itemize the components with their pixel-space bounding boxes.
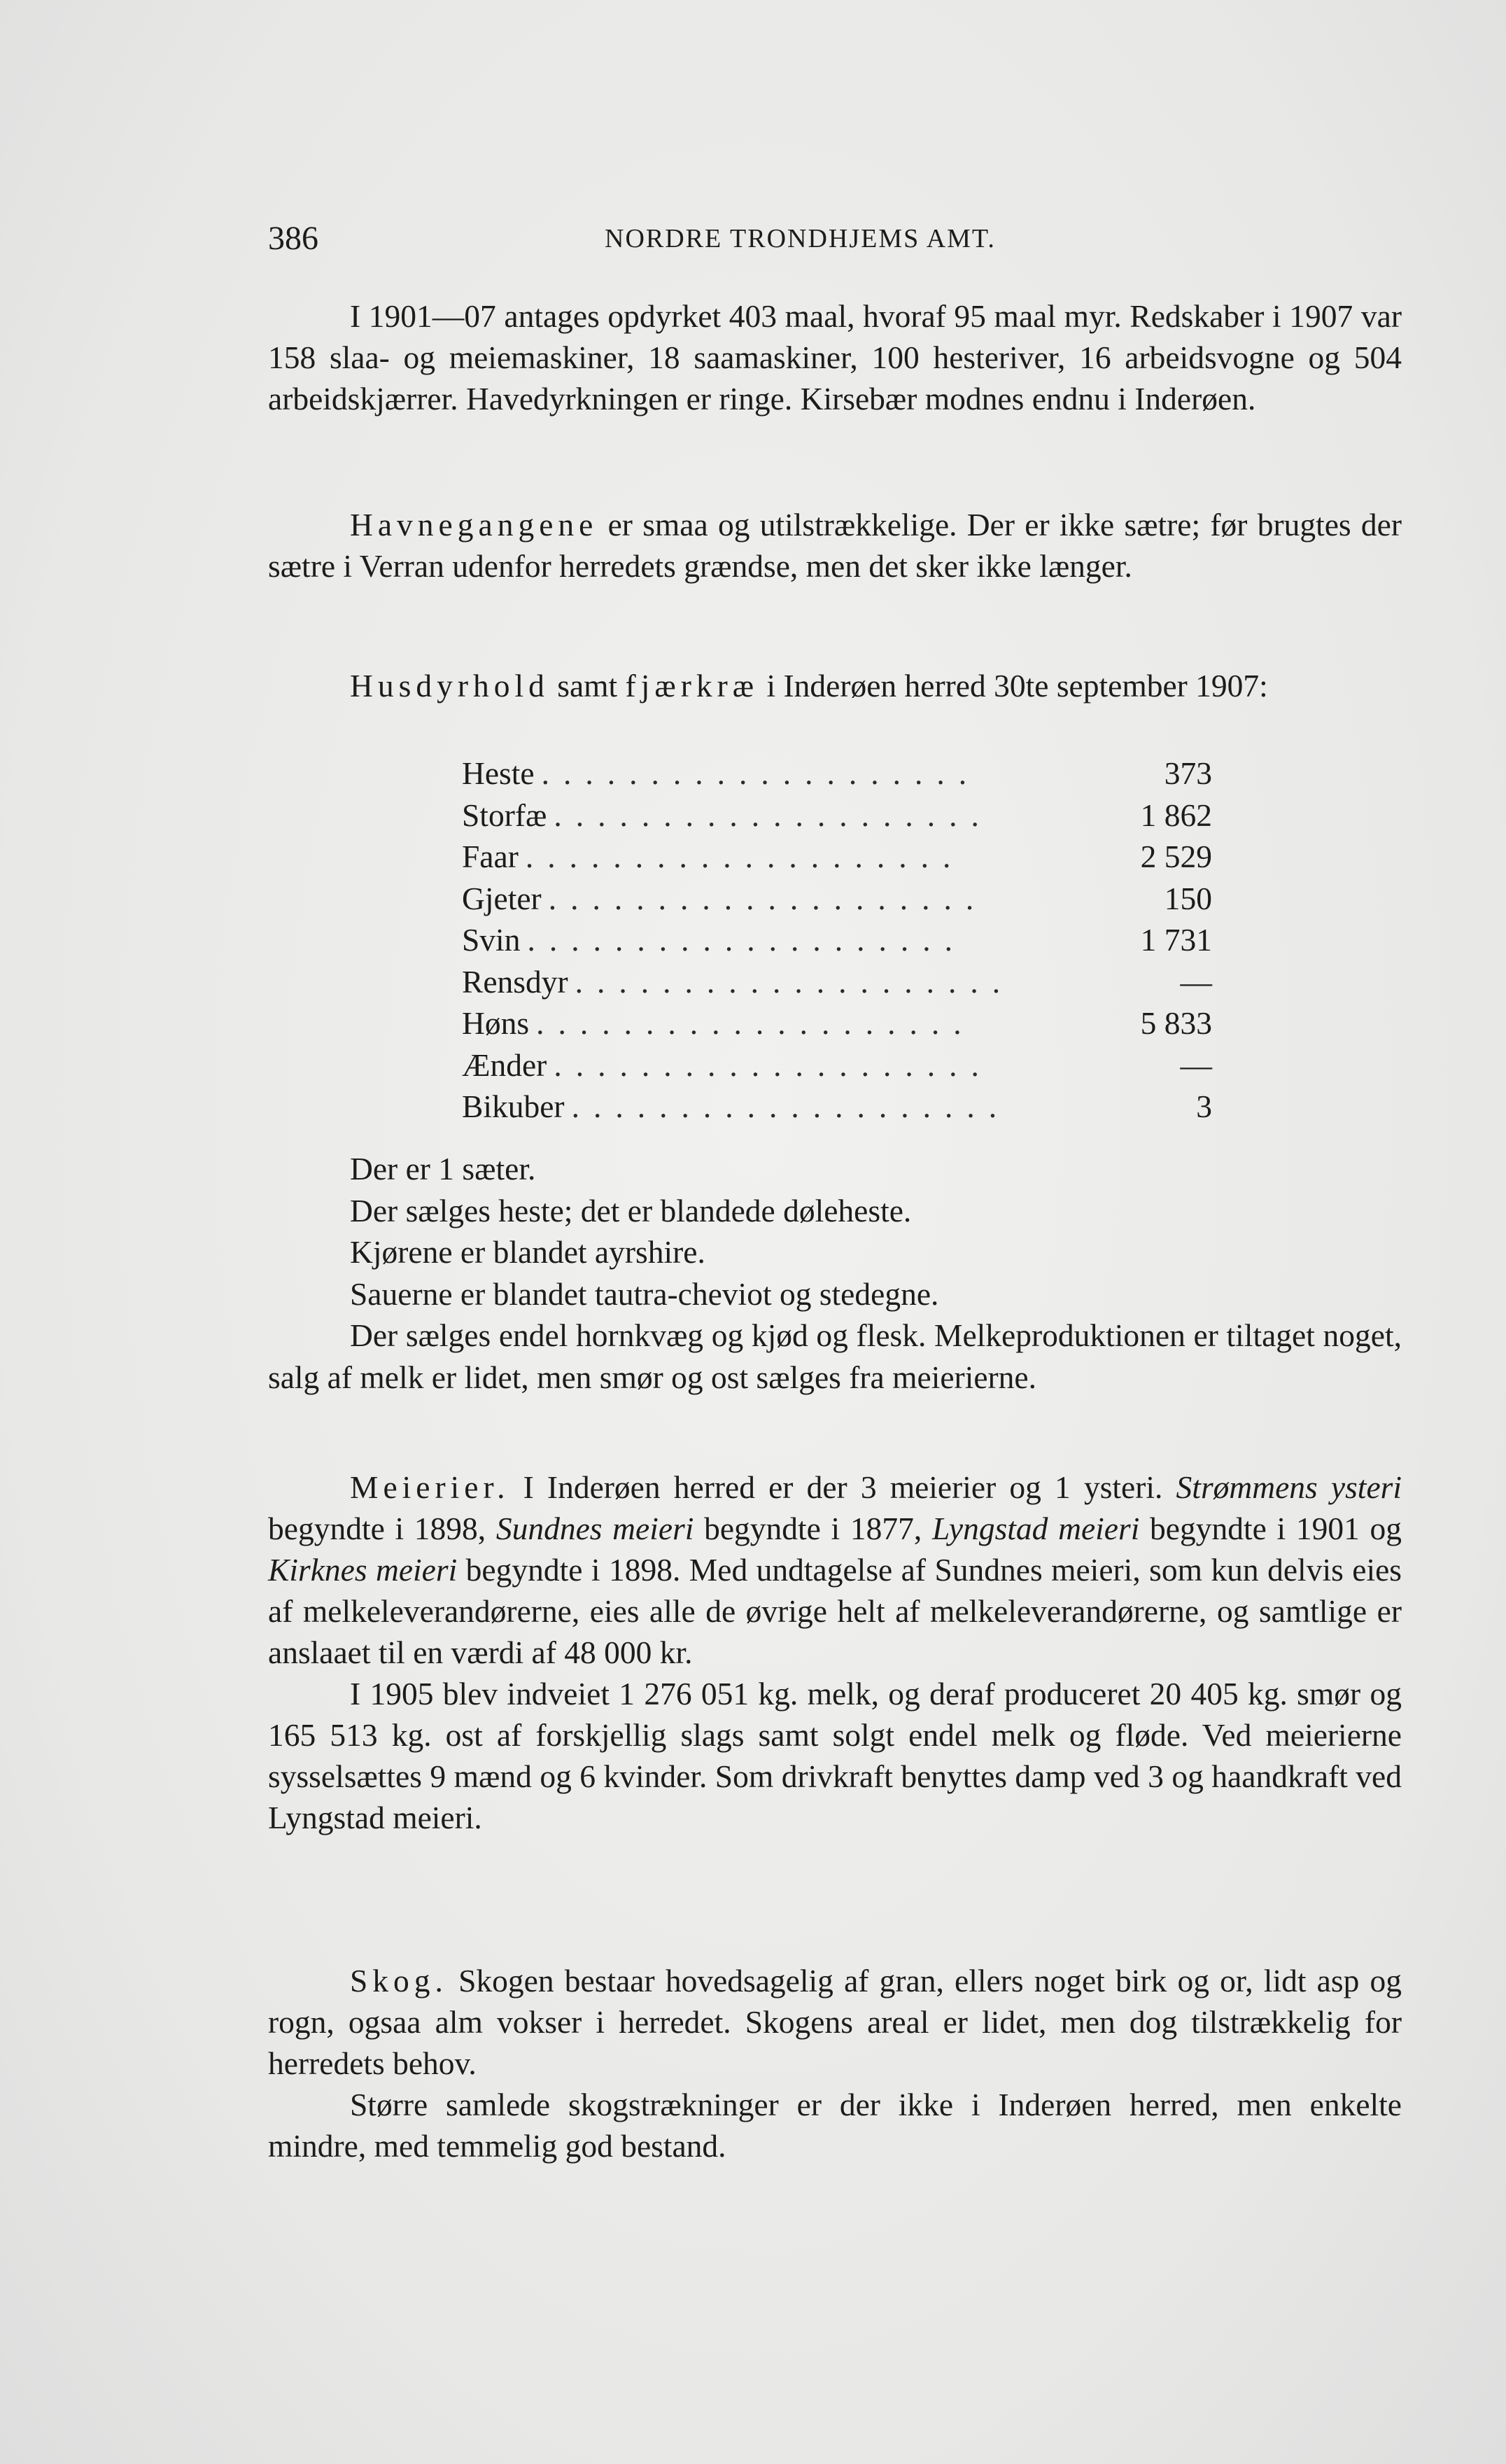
table-row (462, 755, 1212, 797)
leader-dots: .................... (527, 922, 966, 958)
meierier-text: begyndte i 1901 og (1139, 1511, 1402, 1546)
dairy-name: Lyngstad meieri (931, 1511, 1140, 1546)
row-value: 3 (1196, 1088, 1212, 1124)
leader-dots: .................... (525, 839, 965, 874)
note-line: Der sælges endel hornkvæg og kjød og flesk. Melkeproduktionen er tiltaget noget, salg af melk er lidet, men smør og ost sælges fra meierierne. (268, 1317, 1402, 1395)
page-header (268, 219, 1402, 261)
row-label: Faar (462, 839, 519, 874)
meierier-paragraph-2: I 1905 blev indveiet 1 276 051 kg. melk, og deraf produceret 20 405 kg. smør og 165 513 kg. ost af forskjellig slags samt solgt endel melk og fløde. Ved meierierne sysselsættes 9 mænd og 6 kvinder. Som drivkraft benyttes damp ved 3 og haandkraft ved Lyngstad meieri. (268, 1676, 1402, 1835)
row-value: — (1180, 963, 1212, 1000)
row-label: Heste (462, 755, 535, 791)
row-label: Rensdyr (462, 963, 568, 1000)
table-row (462, 921, 1212, 963)
fjaerkrae-heading: fjærkræ (625, 668, 759, 704)
meierier-text: I Inderøen herred er der 3 meierier og 1 ysteri. (509, 1469, 1176, 1505)
row-value: 1 731 (1140, 922, 1212, 958)
leader-dots: .................... (536, 1005, 976, 1041)
meierier-text: begyndte i 1877, (694, 1511, 932, 1546)
leader-dots: .................... (541, 755, 981, 791)
dairy-name: Kirknes meieri (268, 1552, 458, 1588)
page-number: 386 (268, 220, 318, 257)
running-head: NORDRE TRONDHJEMS AMT. (605, 224, 996, 253)
intro-text: I 1901—07 antages opdyrket 403 maal, hvoraf 95 maal myr. Redskaber i 1907 var 158 slaa- og meiemaskiner, 18 saamaskiner, 100 hesteriver, 16 arbeidsvogne og 504 arbeidskjærrer. Havedyrkningen er ringe. Kirsebær modnes endnu i Inderøen. (268, 298, 1402, 416)
husdyrhold-mid: samt (549, 668, 626, 704)
dairy-name: Strømmens ysteri (1176, 1469, 1402, 1505)
row-value: 373 (1164, 755, 1212, 791)
husdyrhold-text: i Inderøen herred 30te september 1907: (759, 668, 1268, 704)
meierier-section (268, 1466, 1402, 1838)
skog-paragraph-2: Større samlede skogstrækninger er der ikke i Inderøen herred, men enkelte mindre, med temmelig god bestand. (268, 2087, 1402, 2164)
note-line: Kjørene er blandet ayrshire. (350, 1234, 705, 1270)
note-line: Der er 1 sæter. (350, 1151, 536, 1186)
row-label: Gjeter (462, 880, 542, 916)
meierier-text: begyndte i 1898. Med undtagelse af Sundnes meieri, som kun delvis eies af melkeleverandørerne, eies alle de øvrige helt af melkeleverandørerne, og samtlige er anslaaet til en værdi af 48 000 kr. (268, 1552, 1402, 1670)
row-label: Ænder (462, 1046, 547, 1083)
row-value: 1 862 (1140, 797, 1212, 833)
table-row (462, 797, 1212, 839)
table-row (462, 963, 1212, 1005)
row-label: Høns (462, 1005, 530, 1041)
row-label: Bikuber (462, 1088, 565, 1124)
livestock-table (462, 755, 1212, 1130)
leader-dots: .................... (554, 797, 993, 833)
note-line: Der sælges heste; det er blandede døleheste. (350, 1192, 912, 1228)
row-label: Storfæ (462, 797, 547, 833)
skog-section (268, 1960, 1402, 2166)
skog-text: Skogen bestaar hovedsagelig af gran, ellers noget birk og or, lidt asp og rogn, ogsaa alm vokser i herredet. Skogens areal er lidet, men dog tilstrækkelig for herredets behov. (268, 1963, 1402, 2081)
row-value: 150 (1164, 880, 1212, 916)
table-row (462, 1046, 1212, 1088)
meierier-text: begyndte i 1898, (268, 1511, 496, 1546)
husdyrhold-heading: Husdyrhold (350, 668, 549, 704)
havnegange-paragraph (268, 504, 1402, 587)
livestock-notes (268, 1148, 1402, 1398)
leader-dots: .................... (575, 963, 1015, 1000)
havnegange-text: er smaa og utilstrækkelige. Der er ikke sætre; før brugtes der sætre i Verran udenfor herredets grændse, men det sker ikke længer. (268, 507, 1402, 584)
husdyrhold-paragraph (268, 665, 1402, 706)
skog-heading: Skog. (350, 1963, 448, 1998)
intro-paragraph (268, 295, 1402, 419)
meierier-paragraph-1 (268, 1466, 1402, 1673)
meierier-heading: Meierier. (350, 1469, 510, 1505)
row-value: 5 833 (1140, 1005, 1212, 1041)
table-row (462, 880, 1212, 922)
leader-dots: .................... (548, 880, 988, 916)
table-row (462, 838, 1212, 880)
note-line: Sauerne er blandet tautra-cheviot og stedegne. (350, 1275, 939, 1312)
row-label: Svin (462, 922, 521, 958)
leader-dots: .................... (571, 1088, 1011, 1124)
havnegange-heading: Havnegangene (350, 507, 598, 542)
skog-paragraph-1 (268, 1960, 1402, 2084)
row-value: — (1180, 1046, 1212, 1083)
dairy-name: Sundnes meieri (495, 1511, 694, 1546)
row-value: 2 529 (1140, 839, 1212, 874)
leader-dots: .................... (554, 1046, 993, 1083)
table-row (462, 1088, 1212, 1130)
table-row (462, 1004, 1212, 1046)
